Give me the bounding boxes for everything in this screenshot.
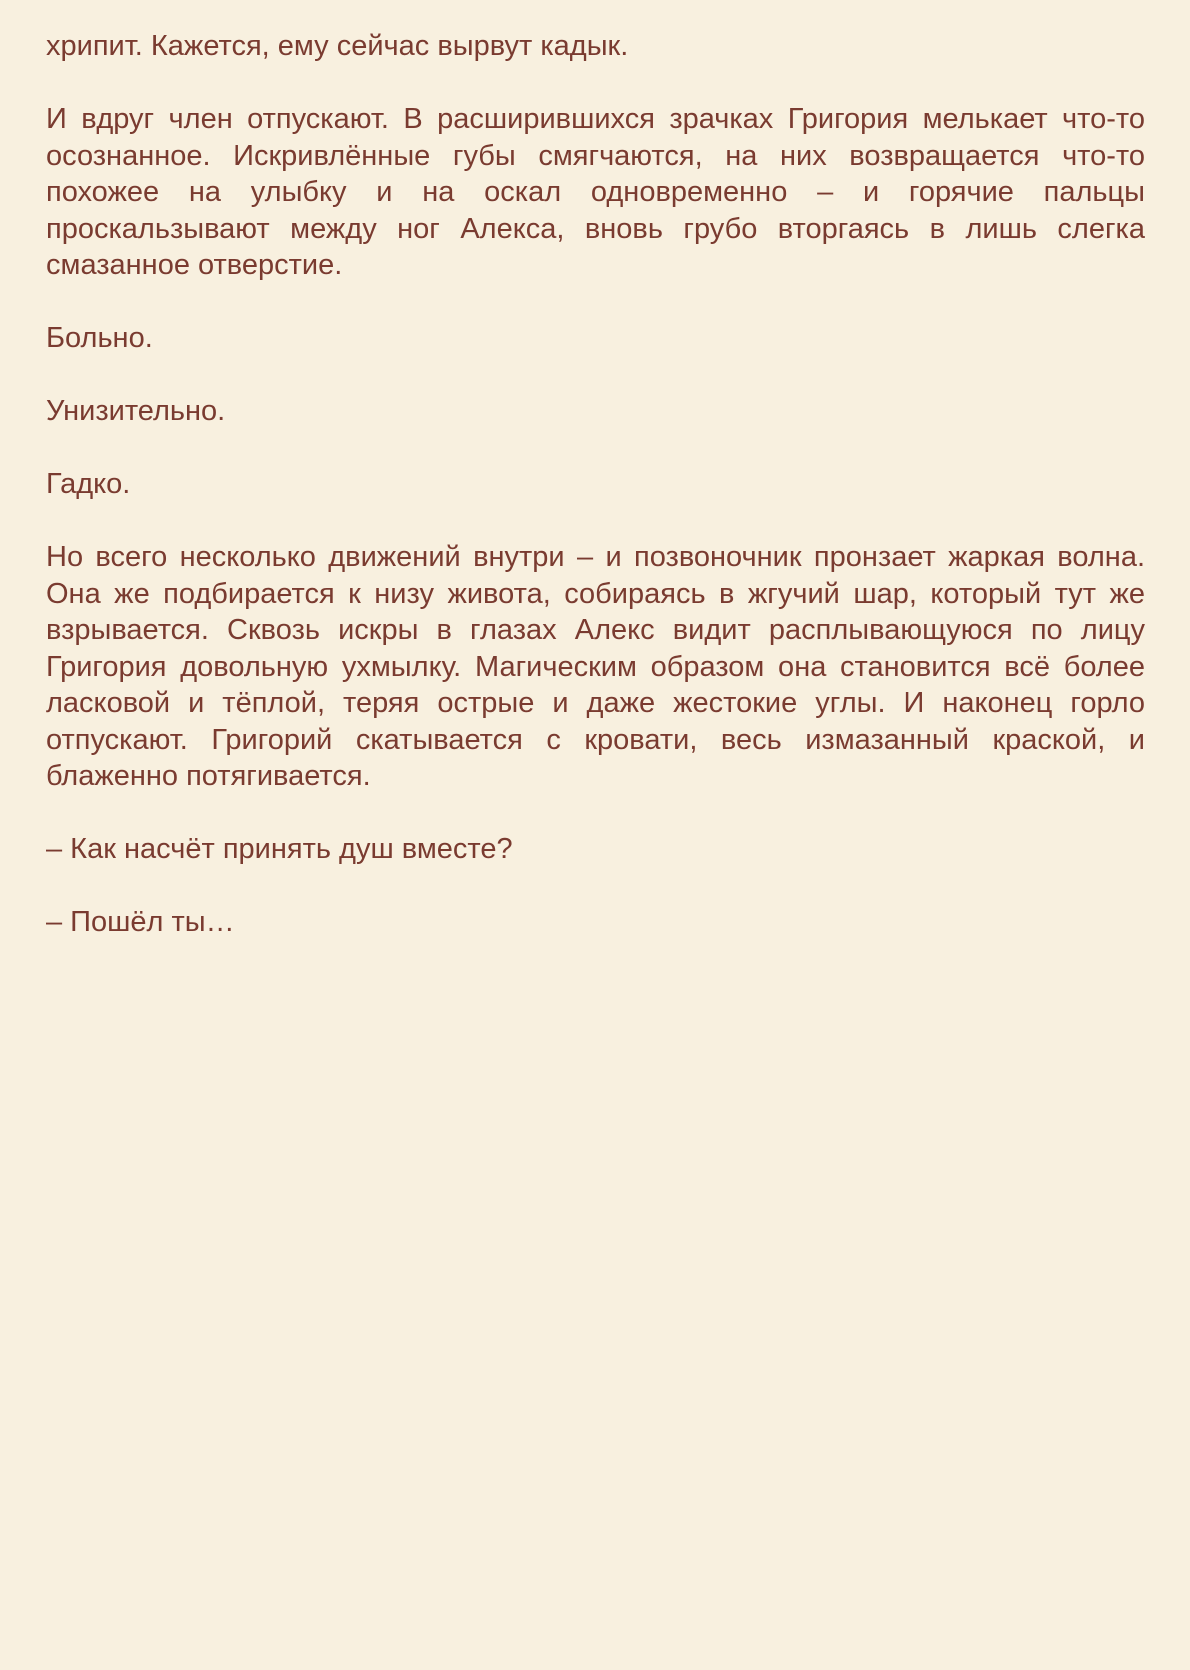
document-page [46,28,1145,977]
paragraph: хрипит. Кажется, ему сейчас вырвут кадык. [46,30,629,62]
paragraph: – Пошёл ты… [46,906,235,938]
paragraph: Но всего несколько движений внутри – и позвоночник пронзает жаркая волна. Она же подбирается к низу живота, собираясь в жгучий шар, который тут же взрывается. Сквозь искры в глазах Алекс видит расплывающуюся по лицу Григория довольную ухмылку. Магическим образом она становится всё более ласковой и тёплой, теряя острые и даже жестокие углы. И наконец горло отпускают. Григорий скатывается с кровати, весь измазанный краской, и блаженно потягивается. [46,541,1145,792]
paragraph: Больно. [46,322,153,354]
paragraph: Гадко. [46,468,131,500]
paragraph: – Как насчёт принять душ вместе? [46,833,513,865]
paragraph: И вдруг член отпускают. В расширившихся зрачках Григория мелькает что-то осознанное. Искривлённые губы смягчаются, на них возвращается что-то похожее на улыбку и на оскал одновременно – и горячие пальцы проскальзывают между ног Алекса, вновь грубо вторгаясь в лишь слегка смазанное отверстие. [46,103,1145,281]
paragraph: Унизительно. [46,395,226,427]
